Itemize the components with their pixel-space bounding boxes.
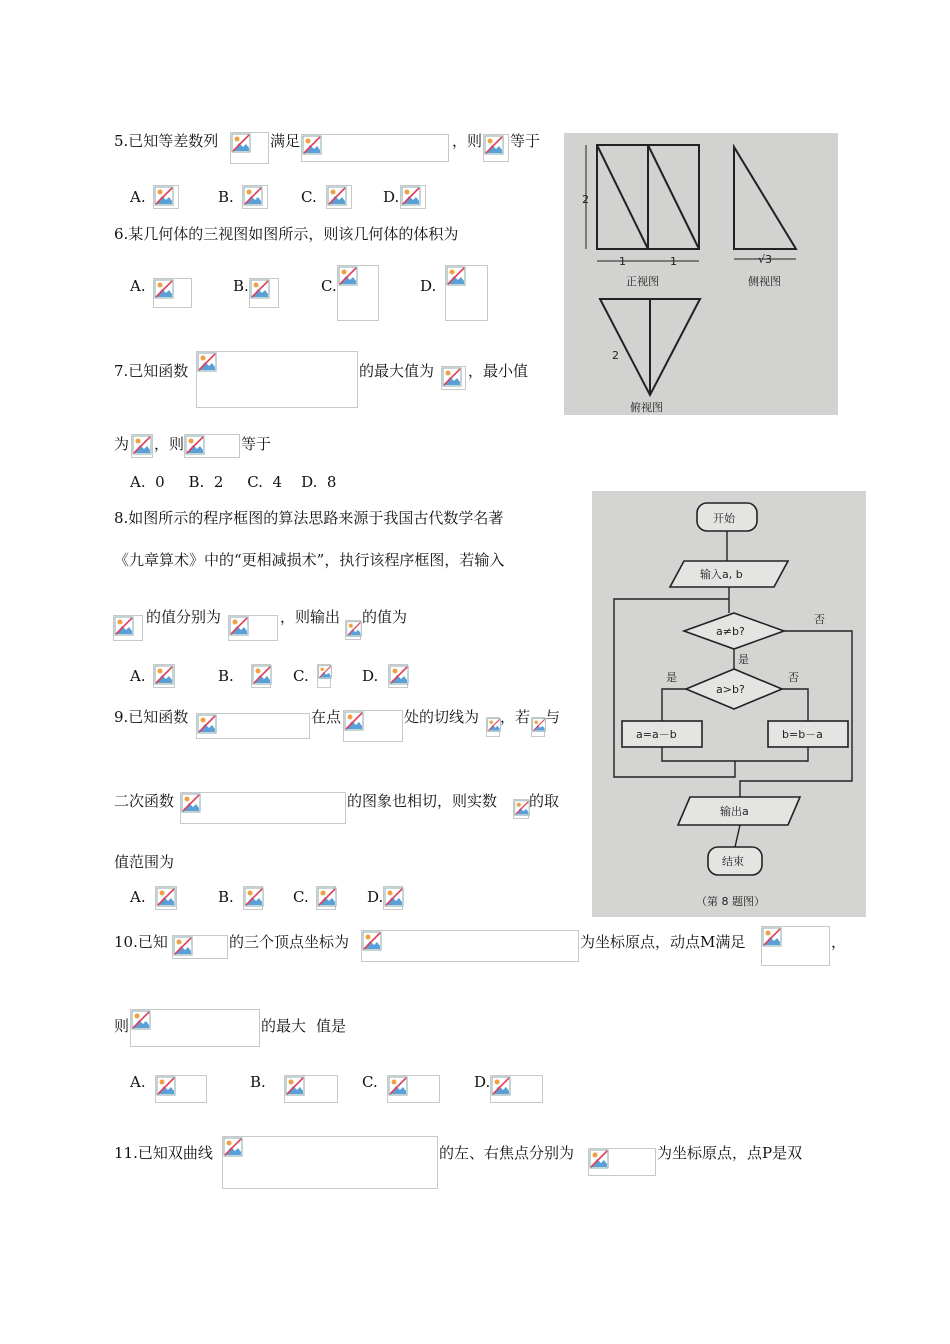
q6-option-c: C.: [321, 277, 337, 295]
formula-image-icon: [196, 713, 310, 739]
fig6-dim-sqrt3: √3: [758, 253, 773, 266]
q11-stem-b: 的左、右焦点分别为: [439, 1144, 575, 1162]
flow-assign-a: a=a－b: [636, 728, 677, 741]
fig6-dim-1a: 1: [619, 255, 626, 268]
q10-option-c: C.: [362, 1073, 378, 1091]
q8-option-a: A.: [130, 667, 146, 685]
flow-input: 输入a, b: [700, 568, 743, 581]
q7-stem-e: ，则: [154, 435, 185, 453]
q6-stem: 6.某几何体的三视图如图所示，则该几何体的体积为: [114, 225, 459, 243]
q7-stem-b: 的最大值为: [359, 362, 435, 380]
q7-stem-d: 为: [114, 435, 130, 453]
formula-image-icon: [153, 664, 175, 688]
fig6-dim-2: 2: [582, 193, 589, 206]
q5-option-b: B.: [218, 188, 234, 206]
q10-stem-a: 10.已知: [114, 933, 168, 951]
fig6-top-label: 俯视图: [630, 401, 663, 414]
q10-line2-b: 的最大: [261, 1017, 307, 1035]
q5-option-d: D.: [383, 188, 400, 206]
formula-image-icon: [284, 1075, 338, 1103]
flow-yes1: 是: [738, 653, 749, 666]
formula-image-icon: [387, 1075, 440, 1103]
q10-option-b: B.: [250, 1073, 266, 1091]
q10-stem-b: 的三个顶点坐标为: [229, 933, 350, 951]
flowchart-figure: [592, 491, 866, 917]
q10-option-a: A.: [130, 1073, 146, 1091]
q8-line3-c: 的值为: [362, 608, 408, 626]
fig6-dim-2-top: 2: [612, 349, 619, 362]
formula-image-icon: [131, 434, 153, 458]
formula-image-icon: [155, 886, 177, 910]
formula-image-icon: [155, 1075, 207, 1103]
formula-image-icon: [588, 1148, 656, 1176]
fig6-dim-1b: 1: [670, 255, 677, 268]
flow-start: 开始: [713, 512, 735, 525]
formula-image-icon: [326, 185, 352, 209]
formula-image-icon: [531, 717, 545, 737]
formula-image-icon: [113, 615, 143, 641]
formula-image-icon: [343, 710, 403, 742]
flow-end: 结束: [722, 855, 744, 868]
q8-line2: 《九章算术》中的“更相减损术”，执行该程序框图，若输入: [114, 551, 505, 569]
formula-image-icon: [228, 615, 278, 641]
q9-stem-d: ，若: [500, 708, 531, 726]
q9-stem-c: 处的切线为: [404, 708, 480, 726]
q9-stem-e: 与: [545, 708, 561, 726]
formula-image-icon: [761, 926, 830, 966]
q5-stem-d: 等于: [510, 132, 541, 150]
three-view-figure: [564, 133, 838, 415]
formula-image-icon: [316, 886, 336, 910]
q8-line1: 8.如图所示的程序框图的算法思路来源于我国古代数学名著: [114, 509, 504, 527]
q6-option-d: D.: [420, 277, 437, 295]
q9-option-b: B.: [218, 888, 234, 906]
q9-line2-c: 的取: [529, 792, 560, 810]
q5-option-c: C.: [301, 188, 317, 206]
formula-image-icon: [388, 664, 408, 688]
formula-image-icon: [230, 132, 269, 164]
q9-line2-a: 二次函数: [114, 792, 175, 810]
formula-image-icon: [242, 185, 268, 209]
q9-option-c: C.: [293, 888, 309, 906]
fig6-side-label: 侧视图: [748, 275, 781, 288]
formula-image-icon: [222, 1136, 438, 1189]
formula-image-icon: [153, 185, 179, 209]
q5-stem-a: 5.已知等差数列: [114, 132, 219, 150]
q10-stem-c: 为坐标原点，动点M满足: [580, 933, 746, 951]
formula-image-icon: [153, 278, 192, 308]
q7-stem-a: 7.已知函数: [114, 362, 189, 380]
flow-no2: 否: [788, 671, 799, 684]
formula-image-icon: [301, 134, 449, 162]
q9-line2-b: 的图象也相切，则实数: [347, 792, 498, 810]
q10-line2-c: 值是: [316, 1017, 347, 1035]
q8-option-d: D.: [362, 667, 379, 685]
formula-image-icon: [400, 185, 426, 209]
q7-options: A. 0 B. 2 C. 4 D. 8: [130, 473, 337, 491]
q11-stem-c: 为坐标原点，点P是双: [657, 1144, 803, 1162]
formula-image-icon: [172, 935, 228, 959]
flow-yes2: 是: [666, 671, 677, 684]
flow-cond1: a≠b?: [716, 625, 745, 638]
q8-option-c: C.: [293, 667, 309, 685]
flow-caption: （第 8 题图）: [696, 895, 765, 908]
q10-stem-d: ，: [831, 933, 847, 951]
formula-image-icon: [383, 886, 403, 910]
formula-image-icon: [345, 620, 361, 640]
q9-option-d: D.: [367, 888, 384, 906]
q6-option-b: B.: [233, 277, 249, 295]
q9-stem-a: 9.已知函数: [114, 708, 189, 726]
formula-image-icon: [486, 717, 500, 737]
formula-image-icon: [184, 434, 240, 458]
formula-image-icon: [441, 366, 466, 390]
formula-image-icon: [361, 930, 579, 962]
flow-output: 输出a: [720, 805, 749, 818]
q8-option-b: B.: [218, 667, 234, 685]
formula-image-icon: [490, 1075, 543, 1103]
q8-line3-b: ，则输出: [280, 608, 341, 626]
q10-option-d: D.: [474, 1073, 491, 1091]
q5-stem-b: 满足: [270, 132, 301, 150]
formula-image-icon: [513, 799, 529, 819]
q5-stem-c: ，则: [452, 132, 483, 150]
q8-line3-a: 的值分别为: [146, 608, 222, 626]
flow-no1: 否: [814, 613, 825, 626]
q5-option-a: A.: [130, 188, 146, 206]
formula-image-icon: [445, 265, 488, 321]
flow-assign-b: b=b－a: [782, 728, 823, 741]
formula-image-icon: [130, 1009, 260, 1047]
q11-stem-a: 11.已知双曲线: [114, 1144, 213, 1162]
q7-stem-f: 等于: [241, 435, 272, 453]
q9-option-a: A.: [130, 888, 146, 906]
q9-stem-b: 在点: [311, 708, 342, 726]
formula-image-icon: [180, 792, 346, 824]
q7-stem-c: ，最小值: [468, 362, 529, 380]
fig6-front-label: 正视图: [626, 275, 659, 288]
formula-image-icon: [243, 886, 263, 910]
formula-image-icon: [483, 134, 509, 162]
formula-image-icon: [249, 278, 279, 308]
formula-image-icon: [317, 664, 331, 688]
formula-image-icon: [337, 265, 379, 321]
q9-line3: 值范围为: [114, 853, 175, 871]
formula-image-icon: [196, 351, 358, 408]
formula-image-icon: [251, 664, 271, 688]
q6-option-a: A.: [130, 277, 146, 295]
q10-line2-a: 则: [114, 1017, 130, 1035]
flow-cond2: a>b?: [716, 683, 745, 696]
